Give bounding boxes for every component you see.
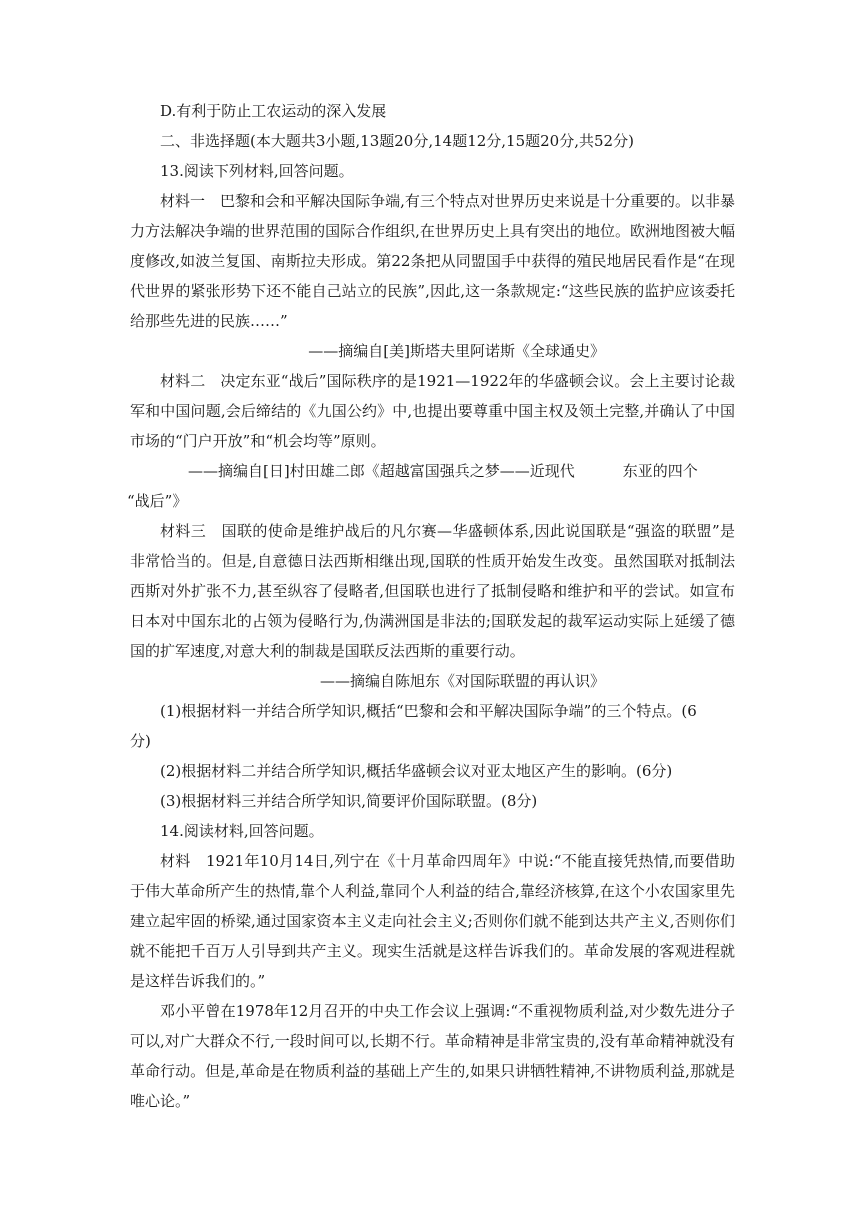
- question-14-material: 材料 1921年10月14日,列宁在《十月革命四周年》中说:“不能直接凭热情,而要借助于伟大革命所产生的热情,靠个人利益,靠同个人利益的结合,靠经济核算,在这个小农国家里先建立起牢固的桥梁,通过国家资本主义走向社会主义;否则你们就不能到达共产主义,否则你们就不能把千百万人引导到共产主义。现实生活就是这样告诉我们的。革命发展的客观进程就是这样告诉我们的。”: [130, 852, 735, 990]
- question-13-1: (1)根据材料一并结合所学知识,概括“巴黎和会和平解决国际争端”的三个特点。(6: [160, 702, 697, 720]
- material-2-source-line: [130, 456, 735, 486]
- question-13-2: (2)根据材料二并结合所学知识,概括华盛顿会议对亚太地区产生的影响。(6分): [160, 762, 673, 780]
- section-heading: 二、非选择题(本大题共3小题,13题20分,14题12分,15题20分,共52分): [160, 132, 634, 150]
- material-3: 材料三 国联的使命是维护战后的凡尔赛—华盛顿体系,因此说国联是“强盗的联盟”是非常恰当的。但是,自意德日法西斯相继出现,国联的性质开始发生改变。虽然国联对抵制法西斯对外扩张不力,甚至纵容了侵略者,但国联也进行了抵制侵略和维护和平的尝试。如宣布日本对中国东北的占领为侵略行为,伪满洲国是非法的;国联发起的裁军运动实际上延缓了德国的扩军速度,对意大利的制裁是国联反法西斯的重要行动。: [130, 522, 735, 660]
- question-13-intro: 13.阅读下列材料,回答问题。: [160, 162, 354, 180]
- question-13-1-cont: 分): [130, 732, 151, 750]
- material-3-source: ——摘编自陈旭东《对国际联盟的再认识》: [319, 672, 605, 690]
- material-2-source-part-b: 东亚的四个: [622, 462, 698, 480]
- option-d: D.有利于防止工农运动的深入发展: [160, 102, 387, 120]
- question-14-intro: 14.阅读材料,回答问题。: [160, 822, 324, 840]
- question-13-3: (3)根据材料三并结合所学知识,简要评价国际联盟。(8分): [160, 792, 538, 810]
- page-content: [127, 96, 735, 1116]
- material-2: 材料二 决定东亚“战后”国际秩序的是1921—1922年的华盛顿会议。会上主要讨论裁军和中国问题,会后缔结的《九国公约》中,也提出要尊重中国主权及领土完整,并确认了中国市场的“门户开放”和“机会均等”原则。: [130, 372, 735, 450]
- question-14-material-2: 邓小平曾在1978年12月召开的中央工作会议上强调:“不重视物质利益,对少数先进分子可以,对广大群众不行,一段时间可以,长期不行。革命精神是非常宝贵的,没有革命精神就没有革命行动。但是,革命是在物质利益的基础上产生的,如果只讲牺牲精神,不讲物质利益,那就是唯心论。”: [130, 1002, 735, 1110]
- material-2-source-part-a: ——摘编自[日]村田雄二郎《超越富国强兵之梦——近现代: [188, 462, 575, 480]
- material-1-source: ——摘编自[美]斯塔夫里阿诺斯《全球通史》: [308, 342, 605, 360]
- material-1: 材料一 巴黎和会和平解决国际争端,有三个特点对世界历史来说是十分重要的。以非暴力方法解决争端的世界范围的国际合作组织,在世界历史上具有突出的地位。欧洲地图被大幅度修改,如波兰复国、南斯拉夫形成。第22条把从同盟国手中获得的殖民地居民看作是“在现代世界的紧张形势下还不能自己站立的民族”,因此,这一条款规定:“这些民族的监护应该委托给那些先进的民族……”: [130, 192, 735, 330]
- material-2-source-part-c: “战后”》: [127, 492, 188, 510]
